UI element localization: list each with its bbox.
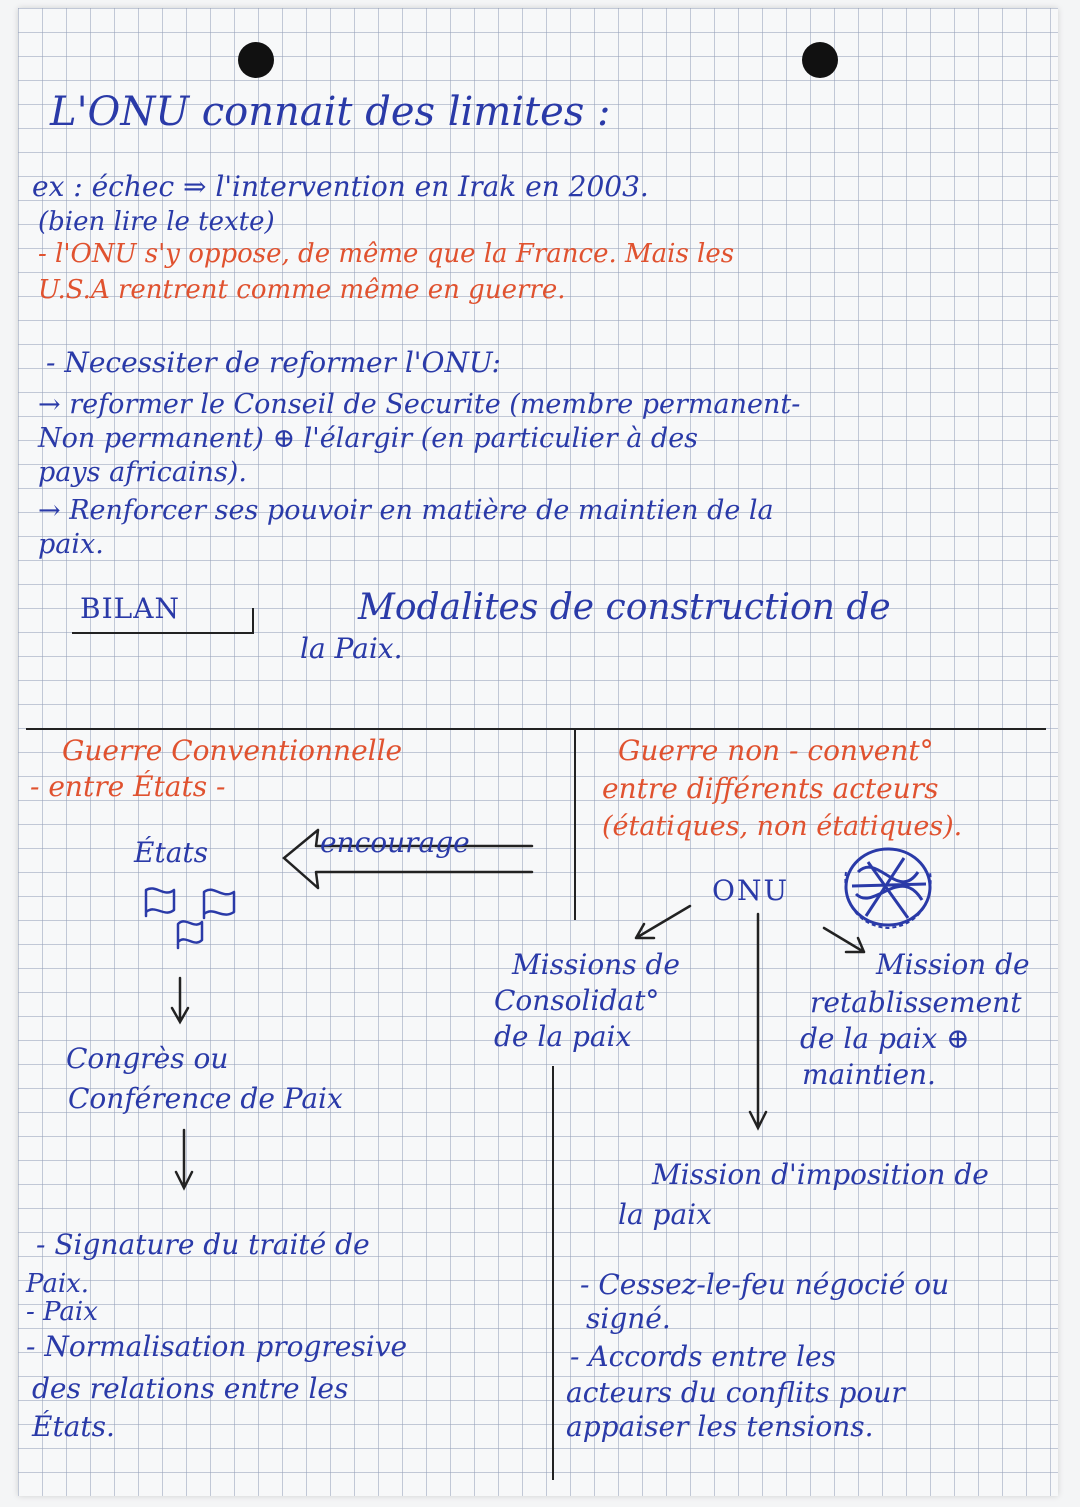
left-outcome: Paix. xyxy=(26,1269,90,1299)
bilan-bracket xyxy=(252,608,254,634)
reform-line: paix. xyxy=(38,529,104,560)
page-title: L'ONU connait des limites : xyxy=(50,89,611,135)
intro-line: (bien lire le texte) xyxy=(38,207,275,237)
intro-line: - l'ONU s'y oppose, de même que la France. Mais les xyxy=(38,239,735,269)
right-outcome: signé. xyxy=(586,1302,671,1335)
bilan-underline xyxy=(72,632,252,634)
onu-label: ONU xyxy=(712,874,790,907)
column-divider xyxy=(552,1066,554,1480)
right-outcome: - Cessez-le-feu négocié ou xyxy=(580,1268,950,1301)
congres-line: Congrès ou xyxy=(66,1042,229,1075)
right-outcome: acteurs du conflits pour xyxy=(566,1376,905,1409)
down-left-arrow-icon xyxy=(618,902,698,948)
imposition-line: la paix xyxy=(618,1198,712,1231)
left-column-title: Guerre Conventionnelle xyxy=(62,734,403,767)
left-outcome: - Normalisation progresive xyxy=(26,1330,408,1363)
right-outcome: - Accords entre les xyxy=(570,1340,836,1373)
bilan-line: Modalites de construction de xyxy=(358,587,891,628)
retablissement-line: de la paix ⊕ xyxy=(800,1022,970,1055)
reform-line: → reformer le Conseil de Securite (membre permanent- xyxy=(38,389,801,420)
punch-hole xyxy=(238,42,274,78)
notebook-page xyxy=(18,8,1058,1496)
left-column-subtitle: - entre États - xyxy=(30,770,226,803)
left-outcome: - Signature du traité de xyxy=(36,1228,370,1261)
intro-line: ex : échec ⇒ l'intervention en Irak en 2003. xyxy=(32,170,649,203)
consolidation-line: Missions de xyxy=(512,948,680,981)
congres-line: Conférence de Paix xyxy=(68,1082,343,1115)
right-column-title: (étatiques, non étatiques). xyxy=(602,811,963,842)
left-outcome: des relations entre les xyxy=(32,1372,349,1405)
consolidation-line: de la paix xyxy=(494,1020,632,1053)
retablissement-line: maintien. xyxy=(802,1058,936,1091)
bilan-label: BILAN xyxy=(80,592,180,625)
column-divider xyxy=(574,730,576,920)
right-outcome: appaiser les tensions. xyxy=(566,1410,874,1443)
punch-hole xyxy=(802,42,838,78)
reform-line: pays africains). xyxy=(38,457,247,488)
left-outcome: États. xyxy=(32,1410,115,1443)
right-column-title: Guerre non - convent° xyxy=(618,734,934,767)
down-arrow-icon xyxy=(168,976,192,1026)
intro-line: U.S.A rentrent comme même en guerre. xyxy=(38,275,566,305)
right-column-title: entre différents acteurs xyxy=(602,772,939,805)
left-outcome: - Paix xyxy=(26,1297,98,1327)
reform-line: → Renforcer ses pouvoir en matière de maintien de la xyxy=(38,495,774,526)
reform-line: Non permanent) ⊕ l'élargir (en particulier à des xyxy=(38,423,699,454)
bilan-line: la Paix. xyxy=(300,632,403,665)
etats-label: États xyxy=(134,836,209,869)
down-arrow-icon xyxy=(746,912,770,1134)
imposition-line: Mission d'imposition de xyxy=(652,1158,989,1191)
table-top-line xyxy=(26,728,1046,730)
consolidation-line: Consolidat° xyxy=(494,984,660,1017)
down-arrow-icon xyxy=(172,1128,196,1192)
retablissement-line: retablissement xyxy=(810,986,1022,1019)
flags-icon xyxy=(142,884,252,954)
un-emblem-icon xyxy=(838,842,938,932)
encourage-label: encourage xyxy=(320,826,470,859)
reform-line: - Necessiter de reformer l'ONU: xyxy=(46,346,501,379)
retablissement-line: Mission de xyxy=(876,948,1030,981)
down-right-arrow-icon xyxy=(818,922,878,962)
